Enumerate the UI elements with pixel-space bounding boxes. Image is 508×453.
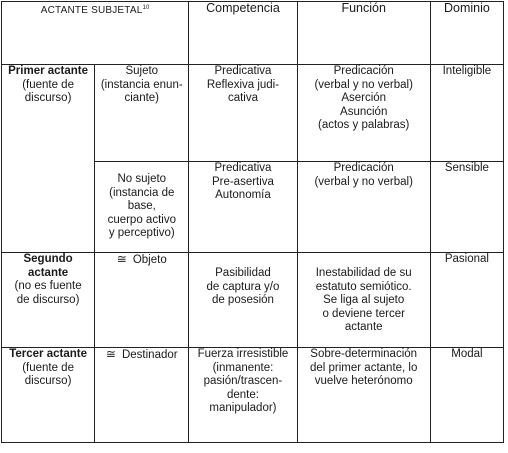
competencia-cell <box>189 65 297 162</box>
type-line: base, <box>127 200 156 212</box>
funcion-line: Se liga al sujeto <box>323 294 405 306</box>
funcion-line: (verbal y no verbal) <box>314 175 413 188</box>
competencia-cell <box>189 162 297 253</box>
dominio-cell: Pasional <box>430 253 503 348</box>
competencia-line: de captura y/o <box>206 280 280 293</box>
competencia-line: de posesión <box>211 294 274 306</box>
type-sujeto <box>95 65 189 162</box>
competencia-line: dente: <box>226 388 259 401</box>
group-segundo-actante <box>2 253 95 348</box>
competencia-line: Autonomía <box>215 189 271 201</box>
competencia-line: cativa <box>227 92 258 104</box>
header-funcion: Función <box>297 2 430 65</box>
congruence-symbol: ≅ <box>105 347 116 361</box>
funcion-line: (actos y palabras) <box>317 119 410 131</box>
row-segundo-actante <box>2 253 504 348</box>
dominio-cell: Modal <box>430 348 503 443</box>
dominio-cell: Sensible <box>430 162 503 253</box>
actante-table <box>1 1 504 443</box>
funcion-line: actante <box>344 321 383 333</box>
funcion-line: Sobre-determinación <box>310 348 418 360</box>
funcion-line: Asunción <box>340 105 388 118</box>
competencia-line: manipulador) <box>209 402 277 414</box>
row-tercer-actante <box>2 348 504 443</box>
competencia-line: Reflexiva judi- <box>206 78 280 91</box>
competencia-line: (inmanente: <box>212 361 274 374</box>
funcion-cell <box>297 253 430 348</box>
competencia-line: pasión/trascen- <box>203 375 283 387</box>
funcion-line: vuelve heterónomo <box>314 375 413 387</box>
funcion-line: Inestabilidad de su <box>315 267 412 279</box>
group-sub-line: (fuente de <box>22 361 74 374</box>
competencia-line: Predicativa <box>214 65 272 77</box>
competencia-line: Fuerza irresistible <box>197 348 289 360</box>
group-title: Tercer actante <box>9 348 87 360</box>
funcion-line: Aserción <box>341 92 387 104</box>
competencia-cell <box>189 348 297 443</box>
type-line: (instancia de <box>109 186 175 199</box>
funcion-line: del primer actante, lo <box>309 361 418 374</box>
type-destinador <box>95 348 189 443</box>
type-line: (instancia enun- <box>100 78 183 91</box>
type-label: Objeto <box>132 254 167 266</box>
congruence-symbol: ≅ <box>116 252 127 266</box>
row-primer-sujeto <box>2 65 504 162</box>
group-title: Primer actante <box>8 65 89 77</box>
header-competencia: Competencia <box>189 2 297 65</box>
group-title: Segundo <box>23 253 73 265</box>
type-no-sujeto <box>95 162 189 253</box>
funcion-cell <box>297 348 430 443</box>
header-actante-subjetal <box>2 2 189 65</box>
footnote-marker: 10 <box>142 5 150 11</box>
group-sub-line: discurso) <box>24 375 72 387</box>
type-line: y perceptivo) <box>108 227 175 239</box>
header-row <box>2 2 504 65</box>
dominio-cell: Inteligible <box>430 65 503 162</box>
competencia-cell <box>189 253 297 348</box>
header-dominio: Dominio <box>430 2 503 65</box>
funcion-cell <box>297 65 430 162</box>
group-tercer-actante <box>2 348 95 443</box>
group-title: actante <box>27 266 69 279</box>
group-sub-line: (no es fuente <box>14 280 82 292</box>
competencia-line: Pasibilidad <box>215 267 271 279</box>
type-line: ciante) <box>124 92 160 104</box>
type-label: Destinador <box>121 349 178 361</box>
competencia-line: Pre-asertiva <box>211 175 274 188</box>
funcion-cell <box>297 162 430 253</box>
funcion-line: o deviene tercer <box>322 307 405 320</box>
funcion-line: estatuto semiótico. <box>315 280 412 293</box>
funcion-line: Predicación <box>333 162 394 174</box>
competencia-line: Predicativa <box>214 162 272 174</box>
group-sub-line: de discurso) <box>16 293 80 306</box>
group-sub-line: discurso) <box>24 92 72 104</box>
group-sub-line: (fuente de <box>22 78 74 91</box>
type-line: Sujeto <box>125 65 159 77</box>
type-line: No sujeto <box>117 173 167 185</box>
type-objeto <box>95 253 189 348</box>
type-line: cuerpo activo <box>107 213 176 226</box>
funcion-line: (verbal y no verbal) <box>314 78 413 91</box>
group-primer-actante <box>2 65 95 253</box>
header-actante-label: ACTANTE SUBJETAL <box>40 5 143 16</box>
funcion-line: Predicación <box>333 65 394 77</box>
